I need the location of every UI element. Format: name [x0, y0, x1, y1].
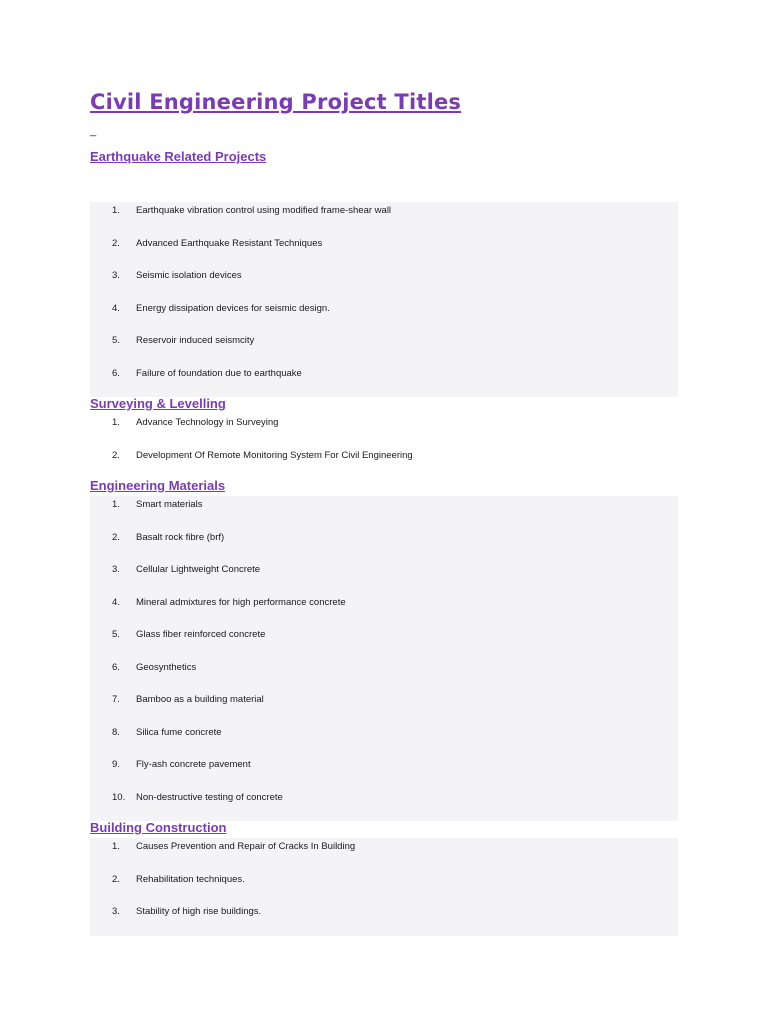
- list-item: [90, 496, 678, 529]
- list-item-text: Rehabilitation techniques.: [136, 873, 245, 885]
- list-item-text: Non-destructive testing of concrete: [136, 791, 283, 803]
- list-item: [90, 332, 678, 365]
- list-item: [90, 202, 678, 235]
- list-item-number: 9.: [112, 759, 120, 770]
- list-item-text: Development Of Remote Monitoring System For Civil Engineering: [136, 449, 413, 461]
- section-heading-building-construction[interactable]: Building Construction: [90, 820, 227, 835]
- list-item-text: Failure of foundation due to earthquake: [136, 367, 302, 379]
- list-item-number: 3.: [112, 564, 120, 575]
- list-item-number: 2.: [112, 449, 120, 461]
- list-item-number: 4.: [112, 596, 120, 608]
- list-item-number: 2.: [112, 237, 120, 249]
- list-item: [90, 691, 678, 724]
- list-item-text: Fly-ash concrete pavement: [136, 759, 251, 770]
- list-item-text: Energy dissipation devices for seismic design.: [136, 302, 330, 314]
- list-item-number: 8.: [112, 726, 120, 738]
- list-item: [90, 561, 678, 594]
- section-heading-earthquake[interactable]: Earthquake Related Projects: [90, 149, 267, 164]
- materials-project-list: [90, 496, 678, 821]
- list-item-number: 1.: [112, 417, 120, 428]
- list-item: [90, 365, 678, 398]
- building-project-list: [90, 838, 678, 936]
- document-title[interactable]: Civil Engineering Project Titles: [90, 90, 462, 114]
- separator-dash: _: [90, 125, 97, 137]
- list-item: [90, 789, 678, 822]
- list-item-text: Causes Prevention and Repair of Cracks In Building: [136, 841, 356, 852]
- list-item-number: 5.: [112, 629, 120, 640]
- list-item: [90, 594, 678, 627]
- list-item-text: Cellular Lightweight Concrete: [136, 564, 261, 575]
- list-item: [90, 300, 678, 333]
- list-item-number: 4.: [112, 302, 120, 314]
- list-item-number: 2.: [112, 531, 120, 543]
- list-item: [90, 756, 678, 789]
- list-item-text: Silica fume concrete: [136, 726, 222, 738]
- list-item-number: 3.: [112, 906, 120, 917]
- surveying-project-list: [90, 414, 678, 479]
- list-item: [90, 529, 678, 562]
- list-item-number: 3.: [112, 270, 120, 281]
- list-item-number: 6.: [112, 367, 120, 379]
- list-item-text: Mineral admixtures for high performance concrete: [136, 596, 346, 608]
- list-item-number: 1.: [112, 841, 120, 852]
- list-item-text: Earthquake vibration control using modified frame-shear wall: [136, 205, 392, 216]
- list-item: [90, 838, 678, 871]
- earthquake-project-list: [90, 202, 678, 397]
- list-item: [90, 626, 678, 659]
- list-item-text: Glass fiber reinforced concrete: [136, 629, 266, 640]
- list-item-number: 1.: [112, 205, 120, 216]
- list-item-text: Smart materials: [136, 499, 203, 510]
- list-item-text: Bamboo as a building material: [136, 694, 264, 705]
- list-item: [90, 414, 678, 447]
- list-item-text: Seismic isolation devices: [136, 270, 242, 281]
- list-item-text: Advanced Earthquake Resistant Techniques: [136, 237, 323, 249]
- list-item: [90, 267, 678, 300]
- list-item: [90, 871, 678, 904]
- list-item: [90, 447, 678, 480]
- list-item-text: Advance Technology in Surveying: [136, 417, 279, 428]
- section-heading-surveying[interactable]: Surveying & Levelling: [90, 396, 226, 411]
- list-item: [90, 659, 678, 692]
- list-item-number: 6.: [112, 661, 120, 673]
- list-item-number: 5.: [112, 335, 120, 346]
- list-item-text: Stability of high rise buildings.: [136, 906, 262, 917]
- list-item: [90, 235, 678, 268]
- list-item-number: 7.: [112, 694, 120, 705]
- list-item-number: 2.: [112, 873, 120, 885]
- list-item: [90, 903, 678, 936]
- list-item-number: 1.: [112, 499, 120, 510]
- list-item-text: Basalt rock fibre (brf): [136, 531, 225, 543]
- list-item-number: 10.: [112, 791, 126, 803]
- list-item: [90, 724, 678, 757]
- list-item-text: Geosynthetics: [136, 661, 197, 673]
- section-heading-engineering-materials[interactable]: Engineering Materials: [90, 478, 226, 493]
- list-item-text: Reservoir induced seismcity: [136, 335, 255, 346]
